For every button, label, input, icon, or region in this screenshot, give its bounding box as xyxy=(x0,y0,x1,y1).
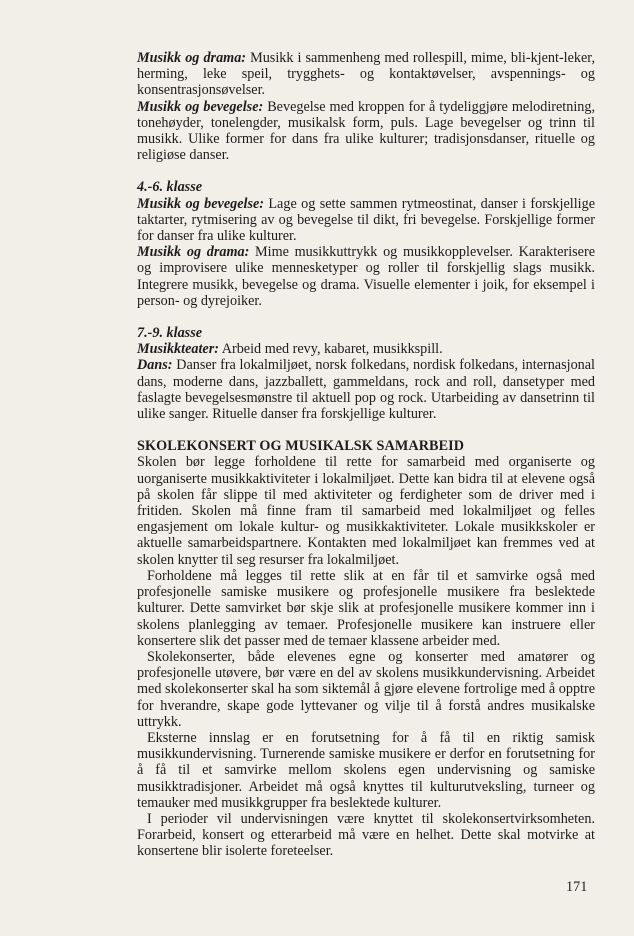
block-musikk-og-drama xyxy=(137,50,595,99)
block-dans xyxy=(137,357,595,422)
grade-heading-4-6: 4.-6. klasse xyxy=(137,179,203,196)
block-lead: Dans: xyxy=(137,357,173,374)
block-text: Lage og sette sammen rytmeostinat, danser i forskjellige taktarter, rytmisering av og bevegelse til dikt, fri bevegelse. Forskjellige former for danser fra ulike kulturer. xyxy=(137,195,595,245)
body-paragraph: Forholdene må legges til rette slik at en får til et samvirke også med profesjonelle samiske musikere og profesjonelle musikere fra beslektede kulturer. Dette samvirket bør skje slik at profesjonelle musikere kommer inn i skolens planlegging av temaer. Profesjonelle musikere kan instruere eller konsertere slik det passer med de temaer klassene arbeider med. xyxy=(137,567,595,649)
block-text: Mime musikkuttrykk og musikkopplevelser. Karakterisere og improvisere ulike mennesketyper og roller til forskjellig slags musikk. Integrere musikk, bevegelse og drama. Visuelle elementer i joik, for eksempel i person- og dyrejoiker. xyxy=(137,244,595,309)
block-musikk-og-drama xyxy=(137,244,595,309)
block-text: Arbeid med revy, kabaret, musikkspill. xyxy=(218,341,443,358)
block-lead: Musikk og bevegelse: xyxy=(137,98,264,115)
block-lead: Musikk og drama: xyxy=(137,50,247,66)
body-paragraph: I perioder vil undervisningen være knyttet til skolekonsertvirksomheten. Forarbeid, konsert og etterarbeid må være en helhet. Dette skal motvirke at konsertene blir isolerte foreteelser. xyxy=(137,810,595,860)
body-paragraph: Skolen bør legge forholdene til rette for samarbeid med organiserte og uorganiserte musikkaktiviteter i lokalmiljøet. Dette kan bidra til at elevene også på skolen får slippe til med aktiviteter og ferdigheter som de driver med i fritiden. Skolen må finne fram til samarbeid med lokalmiljøet og felles engasjement om lokale kultur- og musikkaktiviteter. Lokale musikkskoler er aktuelle samarbeidspartnere. Kontakten med lokalmiljøet kan fremmes ved at skolen knytter til seg resurser fra lokalmiljøet. xyxy=(137,454,595,568)
grade-heading-7-9: 7.-9. klasse xyxy=(137,325,203,342)
body-paragraph: Skolekonserter, både elevenes egne og konserter med amatører og profesjonelle utøvere, bør være en del av skolens musikkundervisning. Arbeidet med skolekonserter skal ha som siktemål å gjøre elevene fortrolige med å opptre for hverandre, skape gode lyttevaner og vilje til å forstå andres musikalske uttrykk. xyxy=(137,648,595,730)
block-text: Musikk i sammenheng med rollespill, mime, bli-kjent-leker, herming, leke speil, trygghets- og kontaktøvelser, avspennings- og konsentrasjonsøvelser. xyxy=(137,50,595,99)
block-musikk-og-bevegelse xyxy=(137,99,595,164)
block-lead: Musikkteater: xyxy=(137,341,219,358)
section-heading: SKOLEKONSERT OG MUSIKALSK SAMARBEID xyxy=(137,438,465,455)
page-content xyxy=(137,50,595,860)
block-musikk-og-bevegelse xyxy=(137,196,595,245)
block-musikkteater xyxy=(137,341,595,357)
body-paragraph: Eksterne innslag er en forutsetning for å få til en riktig samisk musikkundervisning. Turnerende samiske musikere er derfor en forutsetning for å få til et samvirke mellom skolens egen undervisning og samiske musikktradisjoner. Arbeidet må også knyttes til kulturutveksling, turneer og temauker med musikkgrupper fra beslektede kulturer. xyxy=(137,729,595,811)
block-text: Danser fra lokalmiljøet, norsk folkedans, nordisk folkedans, internasjonal dans, moderne dans, jazzballett, gammeldans, rock and roll, dansetyper med faslagte bevegelsesmønstre til aktuell pop og rock. Utarbeiding av dansetrinn til ulike sanger. Rituelle danser fra forskjellige kulturer. xyxy=(137,357,595,423)
page-number: 171 xyxy=(566,879,588,895)
block-lead: Musikk og drama: xyxy=(137,244,250,261)
block-text: Bevegelse med kroppen for å tydeliggjøre melodiretning, tonehøyder, tonelengder, musikalsk form, puls. Lage bevegelser og trinn til musikk. Ulike former for dans fra ulike kulturer; tradisjonsdanser, rituelle og religiøse danser. xyxy=(137,98,595,164)
block-lead: Musikk og bevegelse: xyxy=(137,195,264,212)
